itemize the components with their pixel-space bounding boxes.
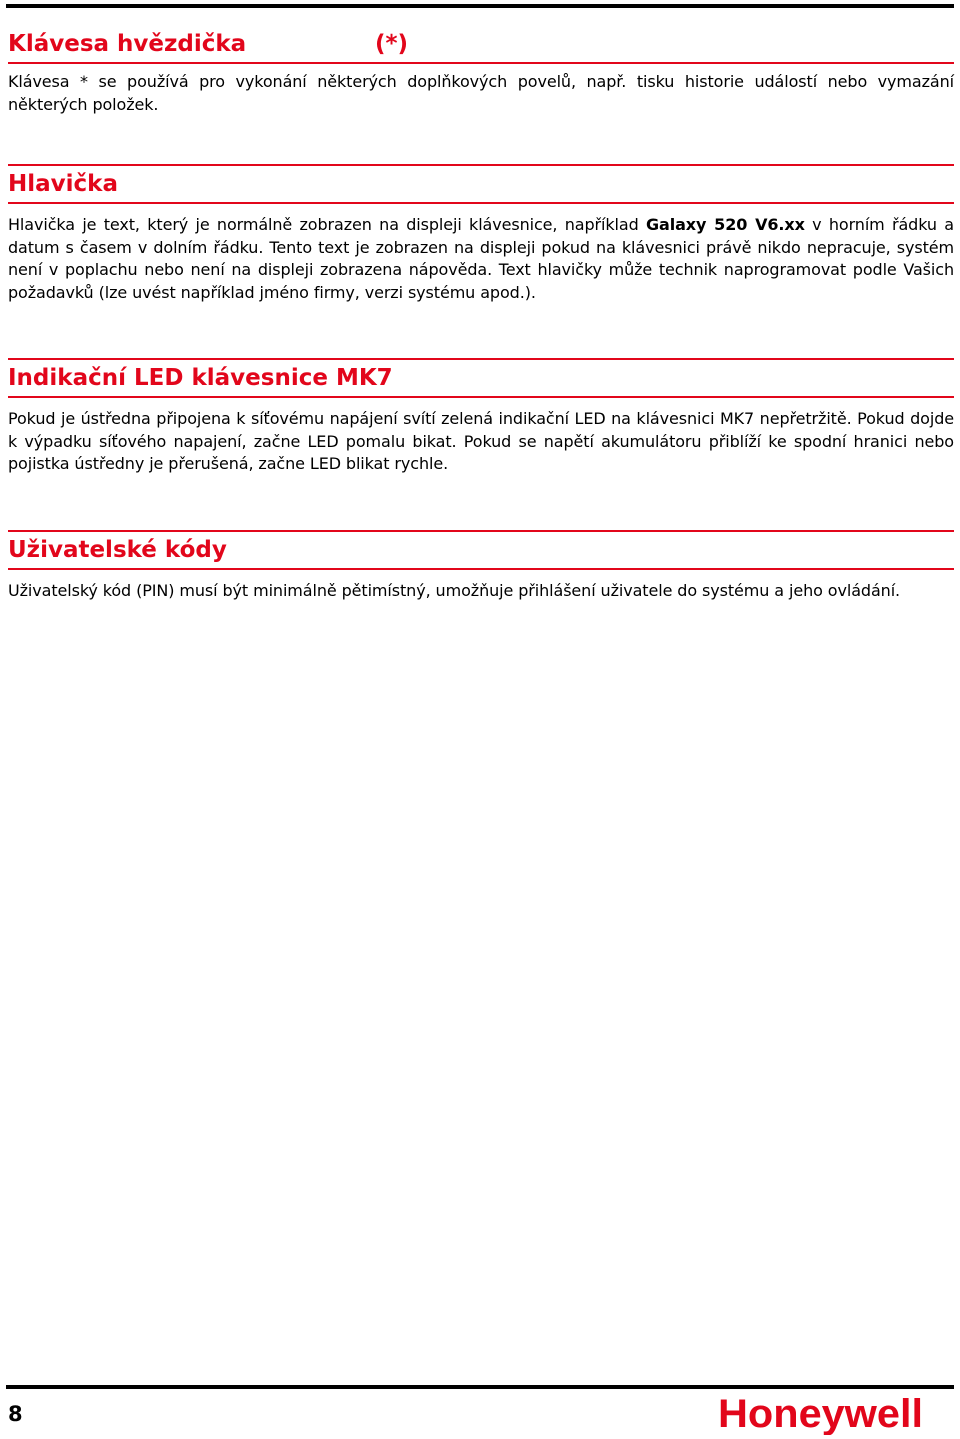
section-heading <box>8 360 954 396</box>
section-heading <box>8 532 954 568</box>
honeywell-logo-graphic <box>718 1393 928 1435</box>
section-keypad-led <box>8 358 954 476</box>
body-text-part: v horním řádku a datum s časem v dolním řádku. Tento text je zobrazen na displeji pokud na klávesnici právě nikdo nepracuje, systém není v poplachu nebo není na displeji zobrazena nápověda. Text hlavičky může technik naprogramovat podle Vašich požadavků (lze uvést například jméno firmy, verzi systému apod.). <box>8 215 954 302</box>
heading-underline <box>8 62 954 64</box>
section-body <box>8 214 954 304</box>
body-text-part: Hlavička je text, který je normálně zobrazen na displeji klávesnice, například <box>8 215 646 234</box>
section-title: Indikační LED klávesnice MK7 <box>8 365 393 391</box>
heading-underline <box>8 396 954 398</box>
section-title: Klávesa hvězdička <box>8 31 247 57</box>
top-rule <box>6 4 954 8</box>
footer-rule <box>6 1385 954 1389</box>
honeywell-logo <box>718 1393 928 1439</box>
product-name: Galaxy 520 V6.xx <box>645 215 805 234</box>
heading-underline <box>8 202 954 204</box>
section-body: Klávesa * se používá pro vykonání některých doplňkových povelů, např. tisku historie událostí nebo vymazání některých položek. <box>8 72 954 114</box>
section-header-text <box>8 164 954 304</box>
section-star-key <box>8 26 954 116</box>
section-title: Hlavička <box>8 171 118 197</box>
section-body: Pokud je ústředna připojena k síťovému napájení svítí zelená indikační LED na klávesnici MK7 nepřetržitě. Pokud dojde k výpadku síťového napajení, začne LED pomalu bikat. Pokud se napětí akumulátoru přiblíží ke spodní hranici nebo pojistka ústředny je přerušená, začne LED blikat rychle. <box>8 409 954 473</box>
section-heading <box>8 26 954 62</box>
heading-underline <box>8 568 954 570</box>
logo-wordmark: Honeywell <box>718 1393 923 1435</box>
section-body: Uživatelský kód (PIN) musí být minimálně pětimístný, umožňuje přihlášení uživatele do systému a jeho ovládání. <box>8 581 901 600</box>
section-title-suffix: (*) <box>375 31 409 57</box>
section-title: Uživatelské kódy <box>8 537 227 563</box>
section-user-codes <box>8 530 954 603</box>
section-heading <box>8 166 954 202</box>
page-number: 8 <box>8 1402 23 1426</box>
